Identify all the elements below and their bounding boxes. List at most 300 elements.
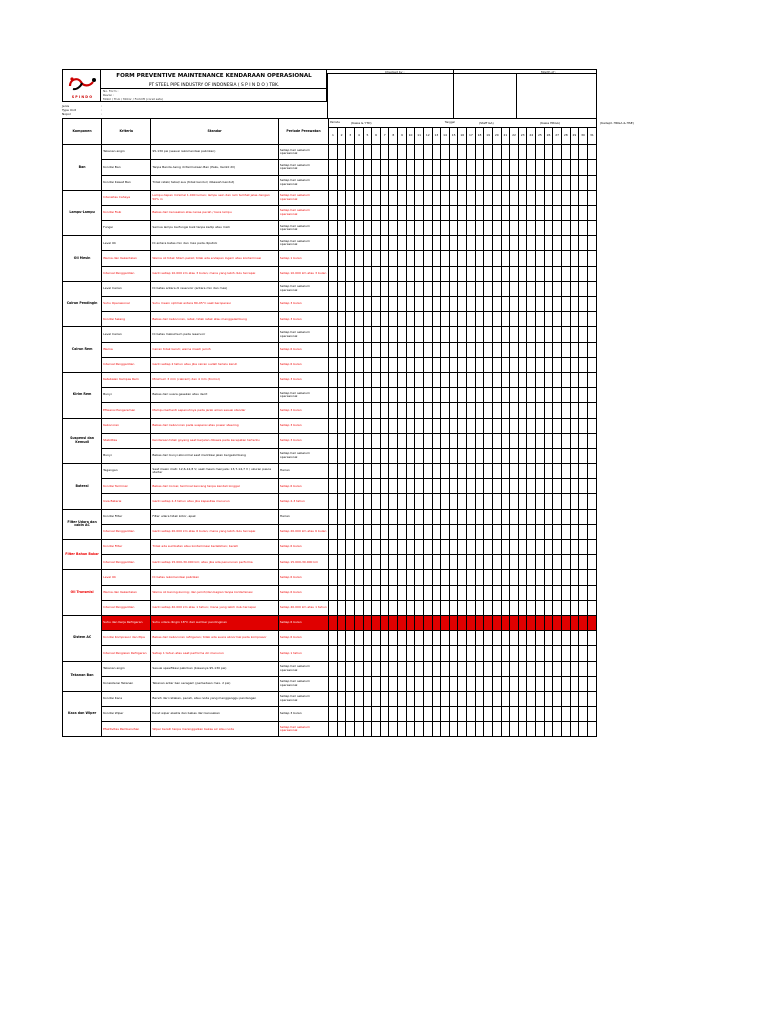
check-cell[interactable]	[579, 388, 588, 403]
check-cell[interactable]	[432, 160, 441, 175]
check-cell[interactable]	[544, 251, 553, 266]
check-cell[interactable]	[553, 236, 562, 251]
check-cell[interactable]	[406, 372, 415, 387]
check-cell[interactable]	[527, 266, 536, 281]
check-cell[interactable]	[527, 448, 536, 463]
check-cell[interactable]	[553, 707, 562, 722]
check-cell[interactable]	[467, 555, 476, 570]
check-cell[interactable]	[458, 661, 467, 676]
check-cell[interactable]	[467, 357, 476, 372]
check-cell[interactable]	[380, 357, 389, 372]
check-cell[interactable]	[458, 691, 467, 706]
check-cell[interactable]	[475, 448, 484, 463]
check-cell[interactable]	[518, 540, 527, 555]
check-cell[interactable]	[501, 145, 510, 160]
check-cell[interactable]	[389, 145, 398, 160]
check-cell[interactable]	[553, 312, 562, 327]
check-cell[interactable]	[415, 479, 424, 494]
check-cell[interactable]	[467, 175, 476, 190]
check-cell[interactable]	[346, 676, 355, 691]
check-cell[interactable]	[536, 388, 545, 403]
check-cell[interactable]	[587, 646, 596, 661]
check-cell[interactable]	[484, 372, 493, 387]
check-cell[interactable]	[406, 494, 415, 509]
check-cell[interactable]	[484, 145, 493, 160]
check-cell[interactable]	[570, 145, 579, 160]
check-cell[interactable]	[354, 418, 363, 433]
check-cell[interactable]	[449, 555, 458, 570]
check-cell[interactable]	[398, 403, 407, 418]
check-cell[interactable]	[389, 691, 398, 706]
check-cell[interactable]	[570, 448, 579, 463]
check-cell[interactable]	[536, 433, 545, 448]
check-cell[interactable]	[329, 327, 338, 342]
check-cell[interactable]	[510, 600, 519, 615]
check-cell[interactable]	[587, 479, 596, 494]
check-cell[interactable]	[510, 464, 519, 479]
check-cell[interactable]	[579, 676, 588, 691]
check-cell[interactable]	[415, 372, 424, 387]
check-cell[interactable]	[587, 418, 596, 433]
check-cell[interactable]	[432, 448, 441, 463]
check-cell[interactable]	[518, 160, 527, 175]
check-cell[interactable]	[587, 448, 596, 463]
check-cell[interactable]	[432, 524, 441, 539]
check-cell[interactable]	[561, 555, 570, 570]
check-cell[interactable]	[337, 722, 346, 737]
check-cell[interactable]	[406, 266, 415, 281]
check-cell[interactable]	[423, 509, 432, 524]
check-cell[interactable]	[363, 221, 372, 236]
check-cell[interactable]	[329, 221, 338, 236]
check-cell[interactable]	[544, 676, 553, 691]
check-cell[interactable]	[484, 190, 493, 205]
check-cell[interactable]	[475, 221, 484, 236]
check-cell[interactable]	[587, 570, 596, 585]
check-cell[interactable]	[329, 175, 338, 190]
check-cell[interactable]	[441, 190, 450, 205]
check-cell[interactable]	[398, 175, 407, 190]
check-cell[interactable]	[423, 691, 432, 706]
check-cell[interactable]	[570, 266, 579, 281]
check-cell[interactable]	[570, 600, 579, 615]
check-cell[interactable]	[337, 464, 346, 479]
check-cell[interactable]	[579, 175, 588, 190]
check-cell[interactable]	[380, 585, 389, 600]
check-cell[interactable]	[441, 221, 450, 236]
check-cell[interactable]	[553, 281, 562, 296]
check-cell[interactable]	[484, 707, 493, 722]
check-cell[interactable]	[423, 600, 432, 615]
check-cell[interactable]	[587, 266, 596, 281]
check-cell[interactable]	[484, 312, 493, 327]
check-cell[interactable]	[337, 403, 346, 418]
check-cell[interactable]	[363, 281, 372, 296]
check-cell[interactable]	[380, 281, 389, 296]
check-cell[interactable]	[346, 524, 355, 539]
check-cell[interactable]	[527, 236, 536, 251]
check-cell[interactable]	[501, 570, 510, 585]
check-cell[interactable]	[329, 266, 338, 281]
check-cell[interactable]	[398, 722, 407, 737]
check-cell[interactable]	[354, 403, 363, 418]
check-cell[interactable]	[501, 479, 510, 494]
check-cell[interactable]	[510, 403, 519, 418]
check-cell[interactable]	[406, 722, 415, 737]
check-cell[interactable]	[510, 221, 519, 236]
check-cell[interactable]	[475, 205, 484, 220]
check-cell[interactable]	[458, 479, 467, 494]
check-cell[interactable]	[544, 661, 553, 676]
check-cell[interactable]	[432, 661, 441, 676]
check-cell[interactable]	[449, 281, 458, 296]
check-cell[interactable]	[458, 509, 467, 524]
check-cell[interactable]	[510, 509, 519, 524]
check-cell[interactable]	[570, 418, 579, 433]
check-cell[interactable]	[536, 357, 545, 372]
check-cell[interactable]	[329, 312, 338, 327]
check-cell[interactable]	[389, 722, 398, 737]
check-cell[interactable]	[484, 600, 493, 615]
check-cell[interactable]	[467, 205, 476, 220]
check-cell[interactable]	[475, 327, 484, 342]
check-cell[interactable]	[510, 479, 519, 494]
check-cell[interactable]	[398, 342, 407, 357]
check-cell[interactable]	[475, 312, 484, 327]
check-cell[interactable]	[561, 281, 570, 296]
check-cell[interactable]	[415, 357, 424, 372]
check-cell[interactable]	[536, 661, 545, 676]
check-cell[interactable]	[518, 342, 527, 357]
check-cell[interactable]	[423, 707, 432, 722]
check-cell[interactable]	[561, 570, 570, 585]
check-cell[interactable]	[510, 615, 519, 630]
check-cell[interactable]	[354, 205, 363, 220]
check-cell[interactable]	[570, 691, 579, 706]
check-cell[interactable]	[587, 236, 596, 251]
check-cell[interactable]	[354, 722, 363, 737]
check-cell[interactable]	[492, 403, 501, 418]
check-cell[interactable]	[467, 661, 476, 676]
check-cell[interactable]	[553, 691, 562, 706]
check-cell[interactable]	[329, 707, 338, 722]
check-cell[interactable]	[492, 297, 501, 312]
check-cell[interactable]	[380, 570, 389, 585]
check-cell[interactable]	[346, 372, 355, 387]
check-cell[interactable]	[415, 221, 424, 236]
check-cell[interactable]	[501, 403, 510, 418]
check-cell[interactable]	[501, 266, 510, 281]
check-cell[interactable]	[579, 646, 588, 661]
check-cell[interactable]	[510, 631, 519, 646]
check-cell[interactable]	[518, 372, 527, 387]
check-cell[interactable]	[518, 190, 527, 205]
check-cell[interactable]	[329, 600, 338, 615]
check-cell[interactable]	[570, 555, 579, 570]
check-cell[interactable]	[587, 221, 596, 236]
check-cell[interactable]	[587, 175, 596, 190]
check-cell[interactable]	[406, 448, 415, 463]
check-cell[interactable]	[475, 190, 484, 205]
check-cell[interactable]	[372, 297, 381, 312]
check-cell[interactable]	[553, 327, 562, 342]
check-cell[interactable]	[536, 205, 545, 220]
check-cell[interactable]	[380, 190, 389, 205]
check-cell[interactable]	[544, 464, 553, 479]
check-cell[interactable]	[484, 555, 493, 570]
check-cell[interactable]	[475, 342, 484, 357]
check-cell[interactable]	[337, 433, 346, 448]
check-cell[interactable]	[449, 661, 458, 676]
check-cell[interactable]	[484, 524, 493, 539]
check-cell[interactable]	[527, 190, 536, 205]
check-cell[interactable]	[415, 236, 424, 251]
check-cell[interactable]	[510, 570, 519, 585]
check-cell[interactable]	[484, 418, 493, 433]
check-cell[interactable]	[449, 190, 458, 205]
check-cell[interactable]	[579, 205, 588, 220]
check-cell[interactable]	[329, 160, 338, 175]
check-cell[interactable]	[587, 342, 596, 357]
check-cell[interactable]	[536, 722, 545, 737]
check-cell[interactable]	[518, 722, 527, 737]
check-cell[interactable]	[527, 145, 536, 160]
check-cell[interactable]	[501, 615, 510, 630]
check-cell[interactable]	[501, 388, 510, 403]
check-cell[interactable]	[354, 266, 363, 281]
check-cell[interactable]	[587, 357, 596, 372]
check-cell[interactable]	[492, 281, 501, 296]
check-cell[interactable]	[389, 570, 398, 585]
check-cell[interactable]	[329, 342, 338, 357]
check-cell[interactable]	[372, 312, 381, 327]
check-cell[interactable]	[389, 707, 398, 722]
check-cell[interactable]	[570, 327, 579, 342]
check-cell[interactable]	[467, 509, 476, 524]
check-cell[interactable]	[432, 722, 441, 737]
check-cell[interactable]	[544, 145, 553, 160]
check-cell[interactable]	[527, 722, 536, 737]
check-cell[interactable]	[561, 160, 570, 175]
check-cell[interactable]	[354, 707, 363, 722]
check-cell[interactable]	[561, 312, 570, 327]
check-cell[interactable]	[484, 205, 493, 220]
check-cell[interactable]	[587, 600, 596, 615]
check-cell[interactable]	[527, 357, 536, 372]
check-cell[interactable]	[389, 600, 398, 615]
check-cell[interactable]	[441, 160, 450, 175]
check-cell[interactable]	[579, 251, 588, 266]
check-cell[interactable]	[475, 251, 484, 266]
check-cell[interactable]	[467, 585, 476, 600]
check-cell[interactable]	[389, 464, 398, 479]
check-cell[interactable]	[363, 190, 372, 205]
check-cell[interactable]	[337, 312, 346, 327]
check-cell[interactable]	[441, 555, 450, 570]
check-cell[interactable]	[415, 464, 424, 479]
check-cell[interactable]	[441, 266, 450, 281]
check-cell[interactable]	[492, 509, 501, 524]
check-cell[interactable]	[536, 707, 545, 722]
check-cell[interactable]	[492, 327, 501, 342]
check-cell[interactable]	[329, 722, 338, 737]
check-cell[interactable]	[544, 357, 553, 372]
check-cell[interactable]	[579, 585, 588, 600]
check-cell[interactable]	[587, 433, 596, 448]
check-cell[interactable]	[579, 433, 588, 448]
check-cell[interactable]	[458, 631, 467, 646]
check-cell[interactable]	[354, 661, 363, 676]
check-cell[interactable]	[346, 175, 355, 190]
check-cell[interactable]	[501, 342, 510, 357]
check-cell[interactable]	[467, 236, 476, 251]
check-cell[interactable]	[354, 555, 363, 570]
check-cell[interactable]	[475, 464, 484, 479]
check-cell[interactable]	[570, 190, 579, 205]
check-cell[interactable]	[329, 509, 338, 524]
check-cell[interactable]	[579, 691, 588, 706]
check-cell[interactable]	[544, 266, 553, 281]
check-cell[interactable]	[329, 555, 338, 570]
check-cell[interactable]	[570, 221, 579, 236]
check-cell[interactable]	[363, 555, 372, 570]
check-cell[interactable]	[337, 357, 346, 372]
check-cell[interactable]	[380, 676, 389, 691]
check-cell[interactable]	[570, 676, 579, 691]
check-cell[interactable]	[372, 707, 381, 722]
check-cell[interactable]	[398, 251, 407, 266]
check-cell[interactable]	[423, 464, 432, 479]
check-cell[interactable]	[441, 540, 450, 555]
check-cell[interactable]	[423, 266, 432, 281]
check-cell[interactable]	[492, 555, 501, 570]
check-cell[interactable]	[441, 661, 450, 676]
check-cell[interactable]	[458, 251, 467, 266]
check-cell[interactable]	[492, 540, 501, 555]
check-cell[interactable]	[484, 570, 493, 585]
check-cell[interactable]	[553, 251, 562, 266]
check-cell[interactable]	[337, 418, 346, 433]
check-cell[interactable]	[553, 494, 562, 509]
check-cell[interactable]	[527, 676, 536, 691]
check-cell[interactable]	[501, 221, 510, 236]
check-cell[interactable]	[372, 342, 381, 357]
check-cell[interactable]	[354, 175, 363, 190]
check-cell[interactable]	[363, 661, 372, 676]
check-cell[interactable]	[449, 327, 458, 342]
check-cell[interactable]	[475, 388, 484, 403]
check-cell[interactable]	[553, 448, 562, 463]
check-cell[interactable]	[579, 448, 588, 463]
check-cell[interactable]	[544, 205, 553, 220]
check-cell[interactable]	[587, 372, 596, 387]
check-cell[interactable]	[475, 297, 484, 312]
check-cell[interactable]	[544, 221, 553, 236]
check-cell[interactable]	[415, 342, 424, 357]
check-cell[interactable]	[372, 403, 381, 418]
check-cell[interactable]	[501, 691, 510, 706]
check-cell[interactable]	[475, 570, 484, 585]
check-cell[interactable]	[561, 479, 570, 494]
check-cell[interactable]	[406, 691, 415, 706]
check-cell[interactable]	[467, 524, 476, 539]
check-cell[interactable]	[527, 570, 536, 585]
check-cell[interactable]	[544, 479, 553, 494]
check-cell[interactable]	[337, 448, 346, 463]
check-cell[interactable]	[441, 448, 450, 463]
check-cell[interactable]	[458, 205, 467, 220]
check-cell[interactable]	[536, 281, 545, 296]
check-cell[interactable]	[398, 524, 407, 539]
check-cell[interactable]	[329, 570, 338, 585]
check-cell[interactable]	[536, 631, 545, 646]
check-cell[interactable]	[492, 357, 501, 372]
check-cell[interactable]	[484, 676, 493, 691]
check-cell[interactable]	[449, 691, 458, 706]
check-cell[interactable]	[518, 357, 527, 372]
check-cell[interactable]	[458, 464, 467, 479]
check-cell[interactable]	[354, 327, 363, 342]
check-cell[interactable]	[553, 221, 562, 236]
check-cell[interactable]	[518, 297, 527, 312]
check-cell[interactable]	[389, 494, 398, 509]
check-cell[interactable]	[363, 433, 372, 448]
check-cell[interactable]	[570, 388, 579, 403]
check-cell[interactable]	[363, 297, 372, 312]
check-cell[interactable]	[510, 555, 519, 570]
check-cell[interactable]	[467, 433, 476, 448]
check-cell[interactable]	[406, 585, 415, 600]
check-cell[interactable]	[544, 160, 553, 175]
check-cell[interactable]	[553, 524, 562, 539]
check-cell[interactable]	[354, 160, 363, 175]
check-cell[interactable]	[492, 722, 501, 737]
check-cell[interactable]	[587, 540, 596, 555]
check-cell[interactable]	[398, 540, 407, 555]
check-cell[interactable]	[527, 524, 536, 539]
check-cell[interactable]	[432, 388, 441, 403]
check-cell[interactable]	[510, 327, 519, 342]
check-cell[interactable]	[501, 433, 510, 448]
check-cell[interactable]	[467, 494, 476, 509]
check-cell[interactable]	[484, 494, 493, 509]
check-cell[interactable]	[536, 540, 545, 555]
check-cell[interactable]	[423, 524, 432, 539]
check-cell[interactable]	[587, 722, 596, 737]
check-cell[interactable]	[423, 342, 432, 357]
check-cell[interactable]	[389, 448, 398, 463]
check-cell[interactable]	[510, 297, 519, 312]
check-cell[interactable]	[372, 555, 381, 570]
check-cell[interactable]	[415, 631, 424, 646]
check-cell[interactable]	[501, 251, 510, 266]
check-cell[interactable]	[389, 342, 398, 357]
check-cell[interactable]	[536, 691, 545, 706]
check-cell[interactable]	[329, 479, 338, 494]
check-cell[interactable]	[441, 494, 450, 509]
check-cell[interactable]	[406, 676, 415, 691]
check-cell[interactable]	[458, 221, 467, 236]
check-cell[interactable]	[449, 509, 458, 524]
check-cell[interactable]	[527, 175, 536, 190]
check-cell[interactable]	[527, 403, 536, 418]
check-cell[interactable]	[372, 327, 381, 342]
check-cell[interactable]	[329, 145, 338, 160]
check-cell[interactable]	[467, 251, 476, 266]
check-cell[interactable]	[354, 600, 363, 615]
check-cell[interactable]	[518, 433, 527, 448]
check-cell[interactable]	[329, 661, 338, 676]
